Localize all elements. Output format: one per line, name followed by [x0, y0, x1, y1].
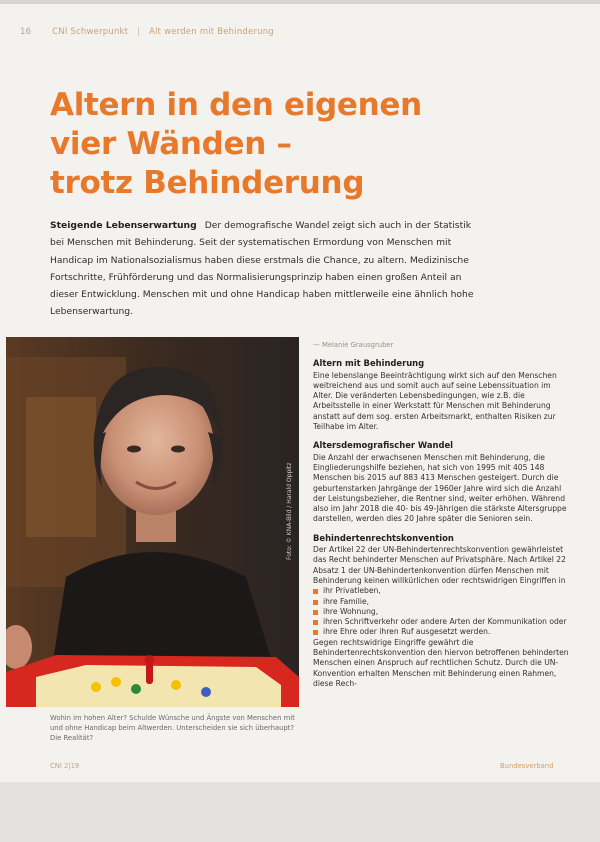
byline: — Melanie Grausgruber	[313, 341, 394, 349]
list-item: ihre Wohnung,	[313, 607, 569, 617]
running-header	[20, 27, 274, 37]
footer-publisher: Bundesverband	[500, 762, 554, 770]
article-photo	[6, 337, 299, 707]
rights-list	[313, 586, 569, 637]
photo-credit: Foto: © KNA-Bild / Harald Oppitz	[286, 462, 293, 560]
article-column	[313, 340, 569, 689]
article-title	[50, 86, 520, 203]
photo-illustration	[6, 337, 299, 707]
section-label: CNI Schwerpunkt	[52, 27, 129, 37]
title-line-1: Altern in den eigenen	[50, 87, 422, 123]
page-number: 16	[20, 27, 32, 37]
section-text-convention: Der Artikel 22 der UN-Behindertenrechtskonvention gewährleistet das Recht behinderter Menschen auf Privatsphäre. Nach Artikel 22 Absatz 1 der UN-Behindertenkonvention dürfen Menschen mit Behinderung keinen willkürlichen oder rechtswidrigen Eingriffen in	[313, 545, 566, 585]
scan-edge	[0, 0, 600, 4]
section-text-convention-cont: Gegen rechtswidrige Eingriffe gewährt die Behindertenrechtskonvention den hiervon betroffenen behinderten Menschen einen Anspruch auf rechtlichen Schutz. Durch die UN-Konvention erhalten Menschen mit Behinderung einen Rahmen, diese Rech-	[313, 637, 569, 688]
header-separator: |	[137, 27, 141, 37]
title-line-2: vier Wänden –	[50, 126, 292, 162]
list-item: ihr Privatleben,	[313, 586, 569, 596]
topic-label: Alt werden mit Behinderung	[149, 27, 274, 37]
page-bottom-margin	[0, 782, 600, 842]
list-item: ihren Schriftverkehr oder andere Arten der Kommunikation oder	[313, 617, 569, 627]
list-item: ihre Ehre oder ihren Ruf ausgesetzt werden.	[313, 627, 569, 637]
section-heading-aging: Altern mit Behinderung	[313, 358, 425, 369]
list-item: ihre Familie,	[313, 597, 569, 607]
lead-paragraph	[50, 217, 480, 321]
footer-issue: CNI 2|19	[50, 762, 80, 770]
section-text-aging: Eine lebenslange Beeinträchtigung wirkt sich auf den Menschen weitreichend aus und somit auch auf seine Lebenssituation im Alter. Die veränderten Lebensbedingungen, wie z.B. die Arbeitsstelle in einer Werkstatt für Menschen mit Behinderung anstatt auf dem sog. ersten Arbeitsmarkt, enthalten Risiken zur Teilhabe im Alter.	[313, 370, 557, 432]
section-heading-convention: Behindertenrechtskonvention	[313, 532, 454, 543]
lead-text: Der demografische Wandel zeigt sich auch in der Statistik bei Menschen mit Behinderung. Seit der systematischen Ermordung von Menschen mit Handicap im Nationalsozialismus haben diese erstmals die Chance, zu altern. Medizinische Fortschritte, Frühförderung und das Normalisierungsprinzip haben einen großen Anteil an dieser Entwicklung. Menschen mit und ohne Handicap haben mittlerweile eine ähnlich hohe Lebenserwartung.	[50, 220, 474, 318]
section-text-demographics: Die Anzahl der erwachsenen Menschen mit Behinderung, die Eingliederungshilfe beziehen, hat sich von 1995 mit 405 148 Menschen bis 2015 auf 883 413 Menschen gesteigert. Durch die geburtenstarken Jahrgänge der 1960er Jahre wird sich die Anzahl der Leistungsbezieher, die Rentner sind, weiter erhöhen. Während also im Jahr 2018 die 40- bis 49-Jährigen die stärkste Altersgruppe darstellen, werden dies 20 Jahre später die Senioren sein.	[313, 452, 567, 524]
title-line-3: trotz Behinderung	[50, 165, 365, 201]
lead-kicker: Steigende Lebenserwartung	[50, 220, 197, 231]
photo-caption: Wohin im hohen Alter? Schulde Wünsche und Ängste von Menschen mit und ohne Handicap beim Altwerden. Unterscheiden sie sich überhaupt? Die Realität?	[50, 714, 295, 742]
section-heading-demographics: Altersdemografischer Wandel	[313, 440, 454, 451]
